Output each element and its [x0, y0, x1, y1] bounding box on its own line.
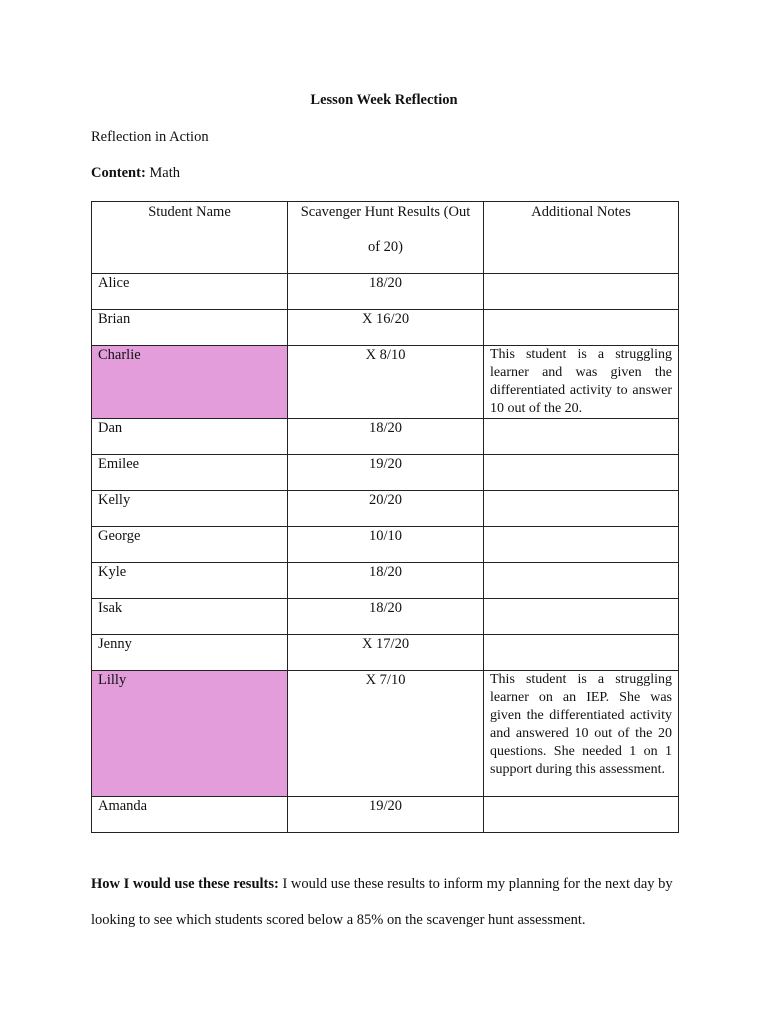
- score-cell: [288, 419, 484, 455]
- notes-cell: [484, 563, 679, 599]
- table-row: [92, 563, 679, 599]
- table-row: [92, 419, 679, 455]
- student-name-cell: [92, 455, 288, 491]
- table-row: [92, 274, 679, 310]
- student-name: Kyle: [98, 564, 127, 580]
- table-body: [92, 274, 679, 833]
- score-cell: [288, 455, 484, 491]
- document-subtitle: Reflection in Action: [91, 129, 209, 145]
- content-label: Content:: [91, 165, 146, 181]
- score-cell: [288, 599, 484, 635]
- content-line: [91, 165, 180, 182]
- score-cell: [288, 563, 484, 599]
- student-name-cell: [92, 635, 288, 671]
- student-name: Isak: [98, 600, 123, 616]
- score-value: X 16/20: [361, 311, 410, 327]
- header-additional-notes: Additional Notes: [484, 202, 679, 274]
- score-cell: [288, 274, 484, 310]
- student-name-cell: [92, 563, 288, 599]
- table-row: [92, 310, 679, 346]
- score-value: X 8/10: [365, 347, 406, 363]
- score-value: 18/20: [368, 275, 403, 291]
- header-scavenger-line2: of 20): [367, 239, 404, 255]
- score-cell: [288, 346, 484, 419]
- table-header-row: [92, 202, 679, 274]
- table-row: [92, 671, 679, 797]
- student-name: George: [98, 528, 141, 544]
- table-row: [92, 797, 679, 833]
- notes-cell: [484, 527, 679, 563]
- notes-cell: [484, 346, 679, 419]
- usage-text: I would use these results to inform my planning for the next day by looking to see which students scored below a 85% on the scavenger hunt assessment.: [91, 876, 673, 928]
- score-cell: [288, 797, 484, 833]
- notes-cell: [484, 797, 679, 833]
- score-value: 19/20: [368, 456, 403, 472]
- score-value: 18/20: [368, 564, 403, 580]
- student-name-cell: [92, 274, 288, 310]
- notes-cell: [484, 419, 679, 455]
- student-name-cell: [92, 527, 288, 563]
- notes-cell: [484, 491, 679, 527]
- notes-cell: [484, 599, 679, 635]
- student-name: Kelly: [98, 492, 131, 508]
- student-name-cell: [92, 671, 288, 797]
- score-value: 10/10: [368, 528, 403, 544]
- table-row: [92, 491, 679, 527]
- table-row: [92, 346, 679, 419]
- table-row: [92, 635, 679, 671]
- notes-text: This student is a struggling learner and was given the differentiated activity to answer 10 out of the 20.: [490, 347, 672, 416]
- student-name-cell: [92, 419, 288, 455]
- document-title: Lesson Week Reflection: [310, 92, 458, 108]
- student-name-cell: [92, 310, 288, 346]
- table-row: [92, 599, 679, 635]
- header-scavenger-results: [288, 202, 484, 274]
- student-name-cell: [92, 599, 288, 635]
- student-name-cell: [92, 491, 288, 527]
- header-student-name: Student Name: [92, 202, 288, 274]
- table-row: [92, 527, 679, 563]
- student-name: Jenny: [98, 636, 132, 652]
- student-name: Emilee: [98, 456, 140, 472]
- usage-label: How I would use these results:: [91, 876, 279, 892]
- usage-paragraph: [91, 866, 681, 938]
- student-name: Brian: [98, 311, 131, 327]
- notes-cell: [484, 310, 679, 346]
- table-row: [92, 455, 679, 491]
- score-cell: [288, 671, 484, 797]
- student-name: Amanda: [98, 798, 148, 814]
- score-value: 18/20: [368, 600, 403, 616]
- score-value: 20/20: [368, 492, 403, 508]
- student-name-cell: [92, 797, 288, 833]
- content-value: Math: [149, 165, 181, 181]
- score-cell: [288, 635, 484, 671]
- score-cell: [288, 310, 484, 346]
- score-value: 19/20: [368, 798, 403, 814]
- student-name: Dan: [98, 420, 123, 436]
- notes-text: This student is a struggling learner on an IEP. She was given the differentiated activity and answered 10 out of the 20 questions. She needed 1 on 1 support during this assessment.: [490, 672, 672, 777]
- student-name: Lilly: [98, 672, 127, 688]
- results-table: [91, 201, 679, 833]
- notes-cell: [484, 455, 679, 491]
- notes-cell: [484, 635, 679, 671]
- student-name-cell: [92, 346, 288, 419]
- student-name: Alice: [98, 275, 130, 291]
- score-value: X 7/10: [365, 672, 406, 688]
- score-cell: [288, 527, 484, 563]
- score-value: 18/20: [368, 420, 403, 436]
- score-value: X 17/20: [361, 636, 410, 652]
- header-scavenger-line1: Scavenger Hunt Results (Out: [300, 204, 471, 220]
- notes-cell: [484, 274, 679, 310]
- score-cell: [288, 491, 484, 527]
- notes-cell: [484, 671, 679, 797]
- student-name: Charlie: [98, 347, 141, 363]
